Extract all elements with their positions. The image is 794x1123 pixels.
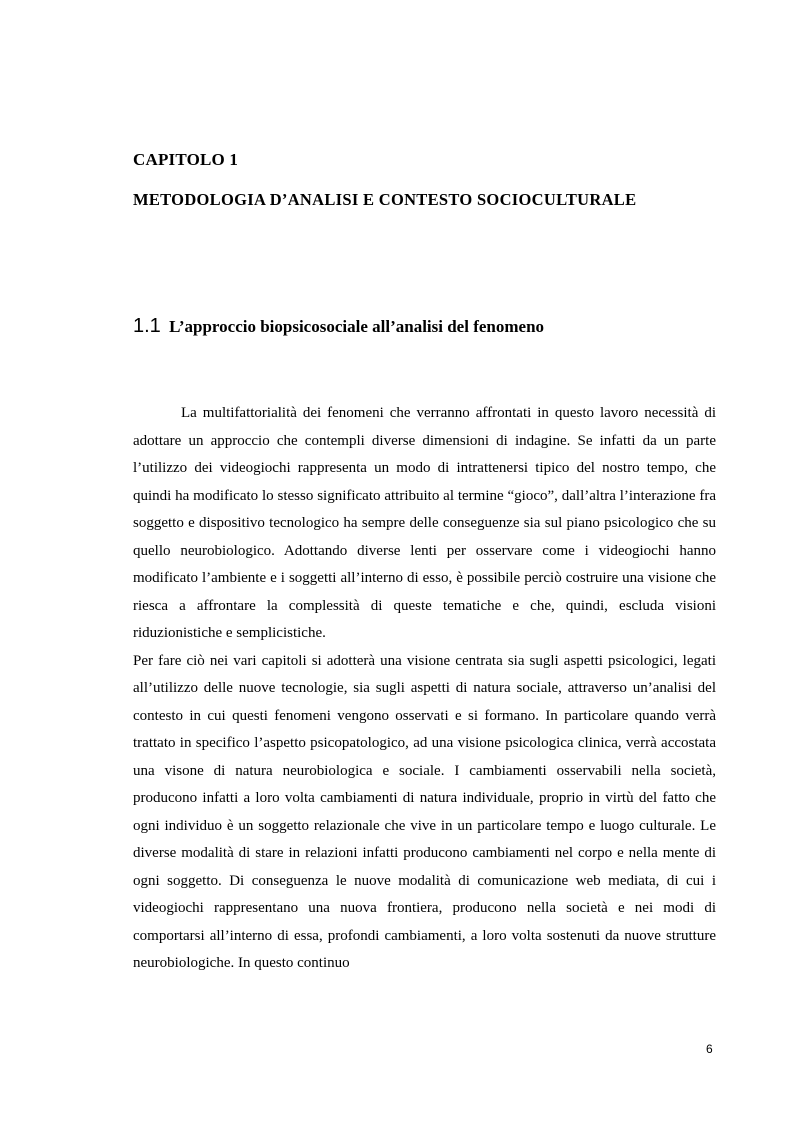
chapter-title: METODOLOGIA D’ANALISI E CONTESTO SOCIOCULTURALE (133, 190, 637, 209)
body-text (133, 400, 716, 978)
page-number: 6 (706, 1042, 713, 1056)
section-heading (133, 315, 544, 338)
paragraph-2: Per fare ciò nei vari capitoli si adotterà una visione centrata sia sugli aspetti psicologici, legati all’utilizzo delle nuove tecnologie, sia sugli aspetti di natura sociale, attraverso un’analisi del contesto in cui questi fenomeni vengono osservati e si formano. In particolare quando verrà trattato in specifico l’aspetto psicopatologico, ad una visione psicologica clinica, verrà accostata una visone di natura neurobiologica e sociale. I cambiamenti osservabili nella società, producono infatti a loro volta cambiamenti di natura individuale, proprio in virtù del fatto che ogni individuo è un soggetto relazionale che vive in un particolare tempo e luogo culturale. Le diverse modalità di stare in relazioni infatti producono cambiamenti nel corpo e nella mente di ogni soggetto. Di conseguenza le nuove modalità di comunicazione web mediata, di cui i videogiochi rappresentano una nuova frontiera, producono nella società e nei modi di comportarsi all’interno di essa, profondi cambiamenti, a loro volta sostenuti da nuove strutture neurobiologiche. In questo continuo (133, 652, 716, 971)
section-title: L’approccio biopsicosociale all’analisi del fenomeno (169, 317, 545, 336)
paragraph-1: La multifattorialità dei fenomeni che verranno affrontati in questo lavoro necessità di adottare un approccio che contempli diverse dimensioni di indagine. Se infatti da un parte l’utilizzo dei videogiochi rappresenta un modo di intrattenersi tipico del nostro tempo, che quindi ha modificato lo stesso significato attribuito al termine “gioco”, dall’altra l’interazione fra soggetto e dispositivo tecnologico ha sempre delle conseguenze sia sul piano psicologico che su quello neurobiologico. Adottando diverse lenti per osservare come i videogiochi hanno modificato l’ambiente e i soggetti all’interno di esso, è possibile perciò costruire una visione che riesca a affrontare la complessità di queste tematiche e che, quindi, escluda visioni riduzionistiche e semplicistiche. (133, 405, 716, 641)
section-number: 1.1 (133, 315, 161, 337)
chapter-label: CAPITOLO 1 (133, 150, 239, 169)
